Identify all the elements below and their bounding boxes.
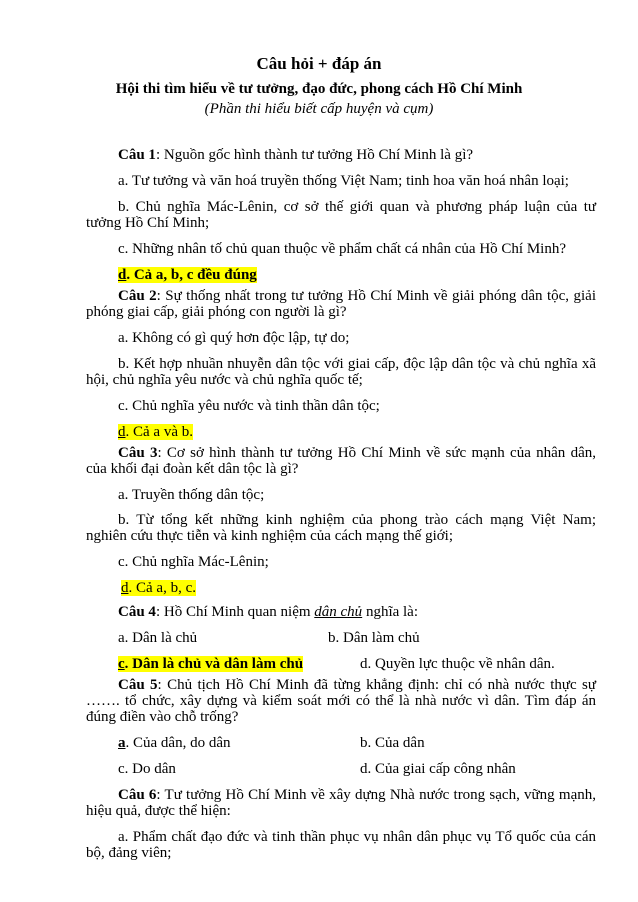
q6-option-a-line2: bộ, đảng viên; [86,845,172,861]
q3-question-line2: của khối đại đoàn kết dân tộc là gì? [86,461,299,477]
q5-question-line2: ……. tổ chức, xây dựng và kiểm soát mới có thể là nhà nước vì dân. Tìm đáp án [86,693,596,709]
q4-option-b: b. Dân làm chủ [328,630,420,646]
q5-answer-letter: a [118,735,126,751]
q1-option-d-answer [118,266,596,285]
q5-answer-text: . Của dân, do dân [125,735,231,751]
q6-option-a-line1: a. Phẩm chất đạo đức và tinh thần phục vụ nhân dân phục vụ Tổ quốc của cán [118,829,596,845]
q4-option-a: a. Dân là chủ [118,630,198,646]
q4-text-pre: : Hồ Chí Minh quan niệm [155,604,315,620]
q6-label: Câu 6 [118,787,157,803]
q3-answer-text: . Cả a, b, c. [128,580,196,596]
q4-answer-letter: c [118,656,125,672]
q2-label: Câu 2 [118,288,157,304]
q1-text: : Nguồn gốc hình thành tư tưởng Hồ Chí Minh là gì? [155,147,474,163]
q1-label: Câu 1 [118,147,156,163]
q2-answer-letter: d [118,424,126,440]
q3-option-c: c. Chủ nghĩa Mác-Lênin; [118,554,269,570]
q4-label: Câu 4 [118,604,156,620]
q5-option-d: d. Của giai cấp công nhân [360,761,516,777]
q3-answer-highlight [121,580,196,596]
document-subtitle: Hội thi tìm hiểu về tư tưởng, đạo đức, phong cách Hồ Chí Minh [115,81,523,97]
q3-option-b-line1: b. Từ tổng kết những kinh nghiệm của phong trào cách mạng Việt Nam; [118,512,596,528]
document-note: (Phần thi hiểu biết cấp huyện và cụm) [204,101,434,117]
q3-option-a: a. Truyền thống dân tộc; [118,487,265,503]
q2-option-c: c. Chủ nghĩa yêu nước và tinh thần dân tộc; [118,398,380,414]
q2-option-d-answer [118,423,596,442]
q3-answer-letter: d [121,580,129,596]
q5-label: Câu 5 [118,677,158,693]
q5-option-c: c. Do dân [118,761,176,777]
q3-option-b-line2: nghiên cứu thực tiễn và kinh nghiệm của cách mạng thế giới; [86,528,454,544]
q5-option-a-answer [118,734,596,753]
q1-answer-letter: d [118,267,127,283]
q5-option-b: b. Của dân [360,735,425,751]
document-title: Câu hỏi + đáp án [256,54,382,73]
q1-option-b-line2: tưởng Hồ Chí Minh; [86,215,210,231]
q4-text-post: nghĩa là: [362,604,419,620]
q4-answer-text: . Dân là chủ và dân làm chủ [124,656,304,672]
q6-text-line1: : Tư tưởng Hồ Chí Minh về xây dựng Nhà nước trong sạch, vững mạnh, [156,787,596,803]
q1-option-c: c. Những nhân tố chủ quan thuộc về phẩm chất cá nhân của Hồ Chí Minh? [118,241,567,257]
q1-question [118,146,596,165]
q4-answer-highlight [118,656,303,672]
q2-answer-highlight [118,424,193,440]
q3-label: Câu 3 [118,445,158,461]
q6-question-line2: hiệu quả, được thể hiện: [86,803,231,819]
q2-question-line2: phóng giai cấp, giải phóng con người là gì? [86,304,347,320]
q4-option-d: d. Quyền lực thuộc về nhân dân. [360,656,555,672]
q3-text-line1: : Cơ sở hình thành tư tưởng Hồ Chí Minh về sức mạnh của nhân dân, [157,445,596,461]
q3-option-d-answer [121,579,599,598]
q1-option-a: a. Tư tưởng và văn hoá truyền thống Việt Nam; tinh hoa văn hoá nhân loại; [118,173,569,189]
q4-question [118,603,596,622]
q2-answer-text: . Cả a và b. [125,424,193,440]
q2-option-b-line1: b. Kết hợp nhuần nhuyễn dân tộc với giai cấp, độc lập dân tộc và chủ nghĩa xã [118,356,596,372]
q1-option-b-line1: b. Chủ nghĩa Mác-Lênin, cơ sở thế giới quan và phương pháp luận của tư [118,199,596,215]
q2-option-a: a. Không có gì quý hơn độc lập, tự do; [118,330,350,346]
q2-option-b-line2: hội, chủ nghĩa yêu nước và chủ nghĩa quốc tế; [86,372,363,388]
q4-text-emphasis: dân chủ [314,604,363,620]
q1-answer-highlight [118,267,257,283]
q5-question-line3: đúng điền vào chỗ trống? [86,709,239,725]
q1-answer-text: . Cả a, b, c đều đúng [126,267,257,283]
q5-text-line1: : Chủ tịch Hồ Chí Minh đã từng khẳng định: chỉ có nhà nước thực sự [157,677,596,693]
q2-text-line1: : Sự thống nhất trong tư tưởng Hồ Chí Minh về giải phóng dân tộc, giải [156,288,596,304]
